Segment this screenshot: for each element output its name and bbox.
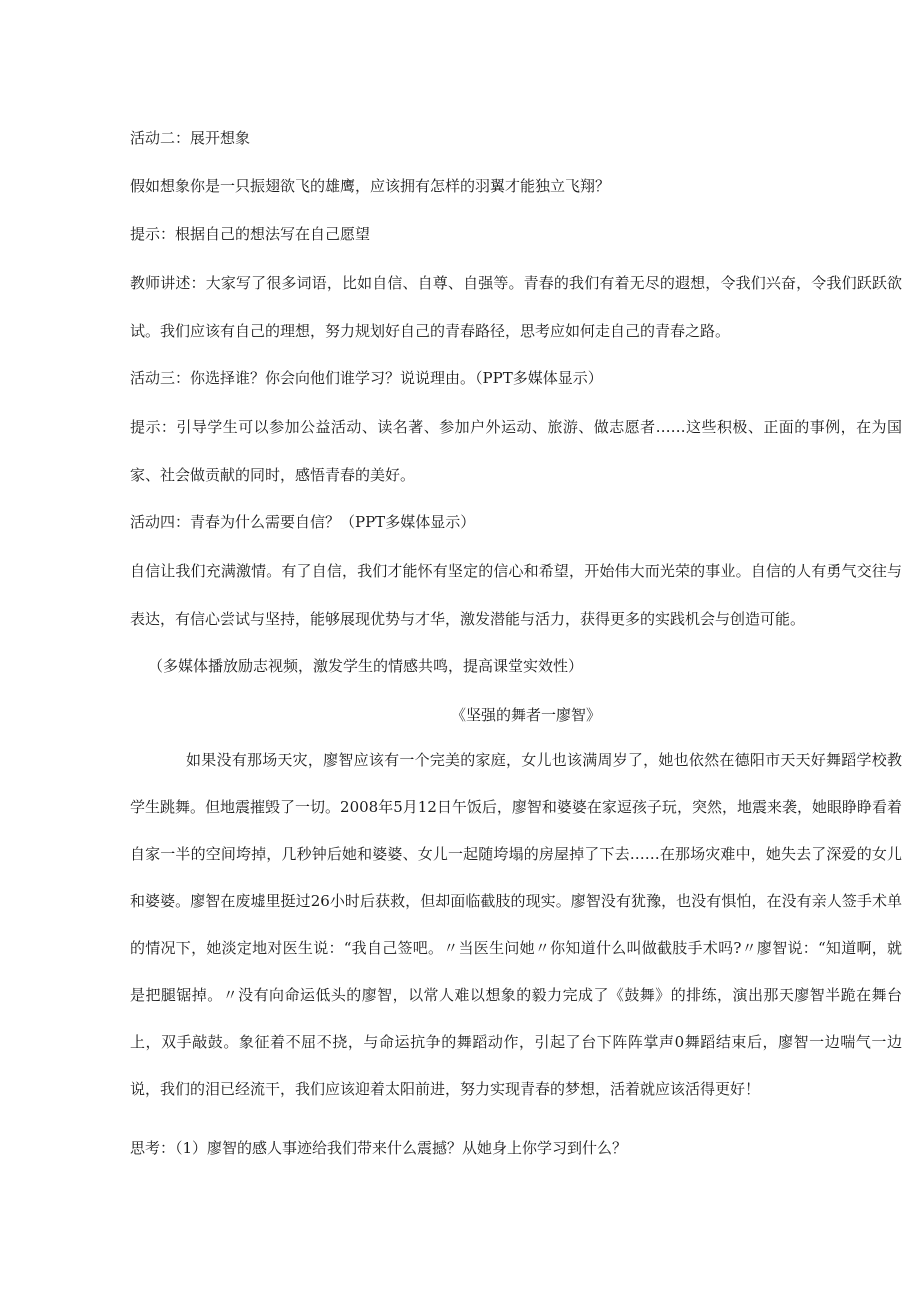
activity2-heading: 活动二：展开想象 [130,129,251,147]
story-title: 《坚强的舞者一廖智》 [450,706,601,724]
story-body: 如果没有那场天灾，廖智应该有一个完美的家庭，女儿也该满周岁了，她也依然在德阳市天天好舞蹈学校教学生跳舞。但地震摧毁了一切。2008年5月12日午饭后，廖智和婆婆在家逗孩子玩，突然，地震来袭，她眼睁睁看着自家一半的空间垮掉，几秒钟后她和婆婆、女儿一起随垮塌的房屋掉了下去……在那场灾难中，她失去了深爱的女儿和婆婆。廖智在废墟里挺过26小时后获救，但却面临截肢的现实。廖智没有犹豫，也没有惧怕，在没有亲人签手术单的情况下，她淡定地对医生说：“我自己签吧。〃当医生问她〃你知道什么叫做截肢手术吗?〃廖智说：“知道啊，就是把腿锯掉。〃没有向命运低头的廖智，以常人难以想象的毅力完成了《鼓舞》的排练，演出那天廖智半跪在舞台上，双手敲鼓。象征着不屈不挠，与命运抗争的舞蹈动作，引起了台下阵阵掌声0舞蹈结束后，廖智一边喘气一边说，我们的泪已经流干，我们应该迎着太阳前进，努力实现青春的梦想，活着就应该活得更好！ [130,751,902,1098]
think-question: 思考：（1）廖智的感人事迹给我们带来什么震撼？从她身上你学习到什么？ [130,1139,628,1157]
activity2-question: 假如想象你是一只振翅欲飞的雄鹰，应该拥有怎样的羽翼才能独立飞翔？ [130,177,611,195]
activity3-hint-paragraph: 提示：引导学生可以参加公益活动、读名著、参加户外运动、旅游、做志愿者……这些积极、正面的事例，在为国家、社会做贡献的同时，感悟青春的美好。 [130,418,902,484]
activity3-heading: 活动三：你选择谁？你会向他们谁学习？说说理由。（PPT多媒体显示） [130,369,603,387]
teacher-talk-paragraph: 教师讲述：大家写了很多词语，比如自信、自尊、自强等。青春的我们有着无尽的遐想，令我们兴奋，令我们跃跃欲试。我们应该有自己的理想，努力规划好自己的青春路径，思考应如何走自己的青春之路。 [130,274,902,340]
video-note: （多媒体播放励志视频，激发学生的情感共鸣，提高课堂实效性） [148,657,584,675]
activity2-hint: 提示：根据自己的想法写在自己愿望 [130,225,371,243]
activity4-heading: 活动四：青春为什么需要自信？（PPT多媒体显示） [130,513,476,531]
confidence-paragraph: 自信让我们充满激情。有了自信，我们才能怀有坚定的信心和希望，开始伟大而光荣的事业。自信的人有勇气交往与表达，有信心尝试与坚持，能够展现优势与才华，激发潜能与活力，获得更多的实践机会与创造可能。 [130,562,902,628]
